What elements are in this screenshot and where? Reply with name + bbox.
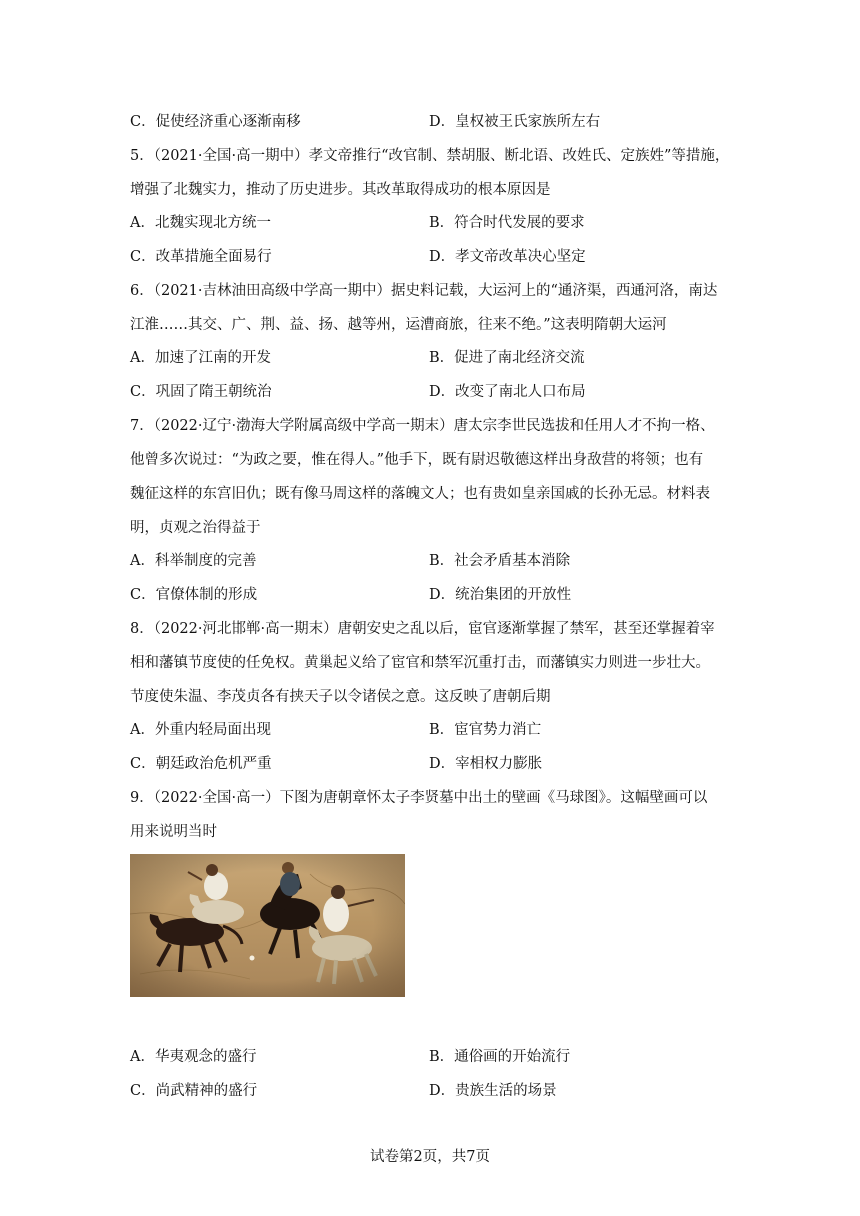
q9-option-b: B．通俗画的开始流行	[429, 1049, 571, 1065]
q7-option-b: B．社会矛盾基本消除	[429, 553, 571, 569]
q7-stem-line-4: 明，贞观之治得益于	[130, 520, 261, 536]
q5-option-c: C．改革措施全面易行	[130, 249, 272, 265]
q6-stem-line-2: 江淮……其交、广、荆、益、扬、越等州，运漕商旅，往来不绝。”这表明隋朝大运河	[130, 317, 667, 333]
q8-option-c: C．朝廷政治危机严重	[130, 756, 272, 772]
q5-option-a: A．北魏实现北方统一	[130, 215, 271, 231]
polo-mural-illustration	[130, 854, 405, 997]
q5-option-b: B．符合时代发展的要求	[429, 215, 585, 231]
q8-stem-line-3: 节度使朱温、李茂贞各有挟天子以令诸侯之意。这反映了唐朝后期	[130, 689, 551, 705]
q9-option-a: A．华夷观念的盛行	[130, 1049, 257, 1065]
q5-stem-line-2: 增强了北魏实力，推动了历史进步。其改革取得成功的根本原因是	[130, 182, 551, 198]
q6-option-b: B．促进了南北经济交流	[429, 350, 585, 366]
page-footer: 试卷第2页，共7页	[370, 1149, 490, 1165]
q6-option-c: C．巩固了隋王朝统治	[130, 384, 272, 400]
q9-stem-line-2: 用来说明当时	[130, 824, 217, 840]
q5-option-d: D．孝文帝改革决心坚定	[429, 249, 586, 265]
q7-option-a: A．科举制度的完善	[130, 553, 257, 569]
q7-option-d: D．统治集团的开放性	[429, 587, 572, 603]
q9-stem-line-1: 9．（2022·全国·高一）下图为唐朝章怀太子李贤墓中出土的壁画《马球图》。这幅壁画可以	[130, 790, 708, 806]
q6-option-a: A．加速了江南的开发	[130, 350, 271, 366]
q7-stem-line-2: 他曾多次说过：“为政之要，惟在得人。”他手下，既有尉迟敬德这样出身敌营的将领；也有	[130, 452, 704, 468]
q7-option-c: C．官僚体制的形成	[130, 587, 258, 603]
q9-option-c: C．尚武精神的盛行	[130, 1083, 258, 1099]
q8-stem-line-2: 相和藩镇节度使的任免权。黄巢起义给了宦官和禁军沉重打击，而藩镇实力则进一步壮大。	[130, 655, 710, 671]
q7-stem-line-1: 7．（2022·辽宁·渤海大学附属高级中学高一期末）唐太宗李世民选拔和任用人才不拘一格、	[130, 418, 715, 434]
q8-option-d: D．宰相权力膨胀	[429, 756, 543, 772]
q8-option-a: A．外重内轻局面出现	[130, 722, 271, 738]
q7-stem-line-3: 魏征这样的东宫旧仇；既有像马周这样的落魄文人；也有贵如皇亲国戚的长孙无忌。材料表	[130, 486, 710, 502]
q6-option-d: D．改变了南北人口布局	[429, 384, 586, 400]
q5-stem-line-1: 5．（2021·全国·高一期中）孝文帝推行“改官制、禁胡服、断北语、改姓氏、定族姓”等措施，	[130, 148, 730, 164]
q8-stem-line-1: 8．（2022·河北邯郸·高一期末）唐朝安史之乱以后，宦官逐渐掌握了禁军，甚至还掌握着宰	[130, 621, 715, 637]
q4-option-d: D．皇权被王氏家族所左右	[429, 114, 601, 130]
q6-stem-line-1: 6．（2021·吉林油田高级中学高一期中）据史料记载，大运河上的“通济渠，西通河洛，南达	[130, 283, 718, 299]
q4-option-c: C．促使经济重心逐渐南移	[130, 114, 301, 130]
q9-option-d: D．贵族生活的场景	[429, 1083, 557, 1099]
q8-option-b: B．宦官势力消亡	[429, 722, 542, 738]
polo-mural-image	[130, 854, 405, 997]
